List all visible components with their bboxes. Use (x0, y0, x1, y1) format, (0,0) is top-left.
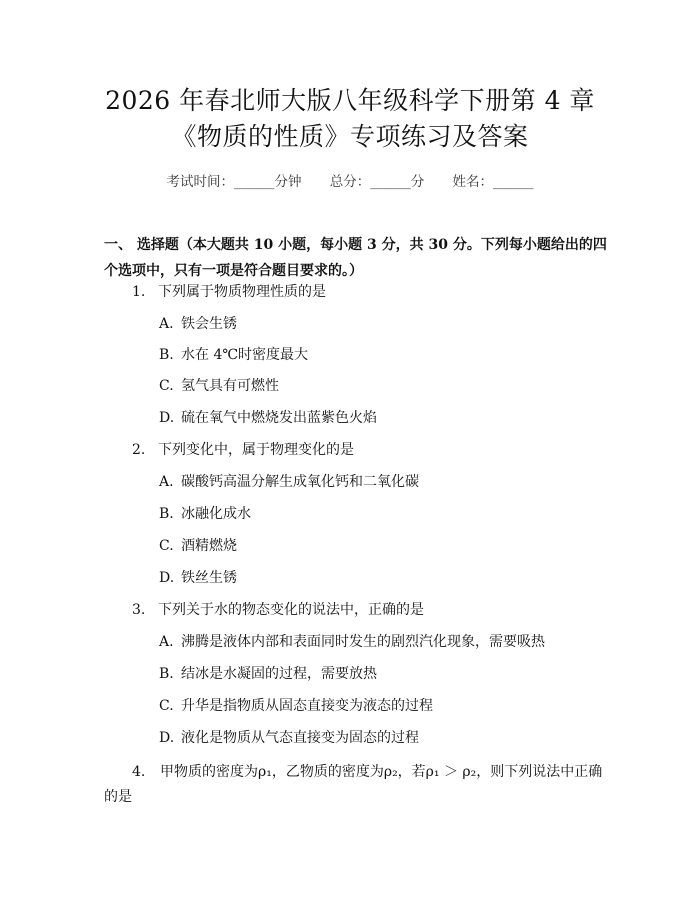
option-letter: D. (159, 730, 175, 746)
option-letter: C. (159, 698, 174, 714)
question-number: 2. (132, 442, 146, 458)
question-2-option-b (159, 501, 251, 527)
question-number: 1. (132, 284, 146, 300)
exam-info-line (0, 170, 700, 190)
question-3-option-d (159, 725, 419, 751)
title-line-1: 2026 年春北师大版八年级科学下册第 4 章 (105, 86, 595, 115)
option-letter: B. (159, 666, 174, 682)
question-2-option-a (159, 469, 419, 495)
name-field: 姓名：______ (452, 174, 534, 190)
option-letter: B. (159, 506, 174, 522)
option-letter: C. (159, 378, 174, 394)
option-letter: D. (159, 410, 175, 426)
question-3-option-a (159, 629, 545, 655)
question-text: 下列变化中，属于物理变化的是 (158, 442, 354, 458)
option-letter: C. (159, 538, 174, 554)
question-1-option-a (159, 311, 237, 337)
question-2-option-c (159, 533, 237, 559)
question-number: 4. (132, 764, 146, 780)
question-1-option-d (159, 405, 377, 431)
option-text: 结冰是水凝固的过程，需要放热 (181, 666, 377, 682)
question-text: 下列关于水的物态变化的说法中，正确的是 (158, 602, 424, 618)
question-text: 甲物质的密度为ρ₁，乙物质的密度为ρ₂，若ρ₁ ＞ ρ₂，则下列说法中正确的是 (104, 764, 603, 805)
question-2-option-d (159, 565, 237, 591)
option-text: 碳酸钙高温分解生成氧化钙和二氧化碳 (181, 474, 419, 490)
option-letter: A. (159, 634, 174, 650)
option-text: 升华是指物质从固态直接变为液态的过程 (181, 698, 433, 714)
question-3-option-c (159, 693, 433, 719)
option-text: 液化是物质从气态直接变为固态的过程 (181, 730, 419, 746)
question-number: 3. (132, 602, 146, 618)
total-score-field: 总分：______分 (329, 174, 425, 190)
option-text: 沸腾是液体内部和表面同时发生的剧烈汽化现象，需要吸热 (181, 634, 545, 650)
option-letter: A. (159, 474, 174, 490)
question-3-option-b (159, 661, 377, 687)
question-1-option-b (159, 342, 308, 368)
option-text: 酒精燃烧 (181, 538, 237, 554)
question-1 (132, 279, 326, 305)
question-4 (104, 760, 609, 810)
option-text: 水在 4℃时密度最大 (181, 347, 309, 363)
option-text: 氢气具有可燃性 (181, 378, 279, 394)
exam-time-field: 考试时间：______分钟 (166, 174, 302, 190)
option-text: 硫在氧气中燃烧发出蓝紫色火焰 (181, 410, 377, 426)
section-heading: 一、 选择题（本大题共 10 小题，每小题 3 分，共 30 分。下列每小题给出的四个选项中，只有一项是符合题目要求的。） (104, 237, 607, 279)
option-text: 冰融化成水 (181, 506, 251, 522)
question-text: 下列属于物质物理性质的是 (158, 284, 326, 300)
title-line-2: 《物质的性质》专项练习及答案 (171, 122, 529, 151)
option-letter: A. (159, 316, 174, 332)
question-1-option-c (159, 373, 279, 399)
option-letter: D. (159, 570, 175, 586)
question-2 (132, 437, 354, 463)
option-text: 铁丝生锈 (181, 570, 237, 586)
option-text: 铁会生锈 (181, 316, 237, 332)
option-letter: B. (159, 347, 174, 363)
question-3 (132, 597, 424, 623)
